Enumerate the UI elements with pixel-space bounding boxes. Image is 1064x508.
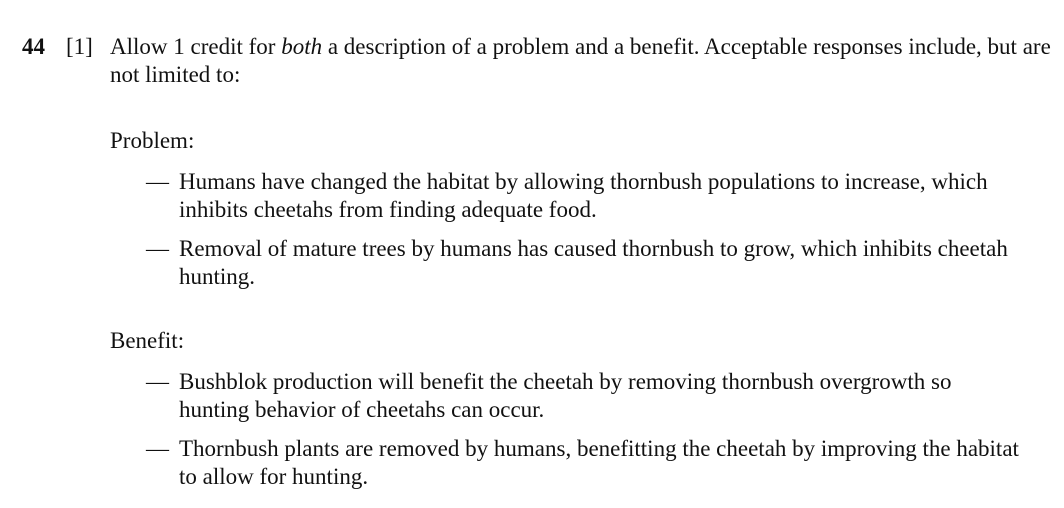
response-text: Bushblok production will benefit the cheetah by removing thornbush overgrowth so hunting behavior of cheetahs can occur. <box>179 369 952 422</box>
credit-value: [1] <box>66 34 93 59</box>
dash-bullet: — <box>146 436 169 461</box>
response-text: Thornbush plants are removed by humans, benefitting the cheetah by improving the habitat to allow for hunting. <box>179 436 1019 489</box>
instruction-text-start: Allow 1 credit for <box>110 34 282 59</box>
problem-heading: Problem: <box>110 128 195 153</box>
benefit-heading: Benefit: <box>110 328 185 353</box>
response-text: Removal of mature trees by humans has caused thornbush to grow, which inhibits cheetah hunting. <box>179 236 1008 289</box>
dash-bullet: — <box>146 169 169 194</box>
question-number: 44 <box>22 34 45 59</box>
instruction-text-end: a description of a problem and a benefit. Acceptable responses include, but are not limited to: <box>110 34 1051 87</box>
dash-bullet: — <box>146 369 169 394</box>
scoring-instruction <box>110 33 1064 89</box>
response-text: Humans have changed the habitat by allowing thornbush populations to increase, which inhibits cheetahs from finding adequate food. <box>179 169 988 222</box>
instruction-emphasis: both <box>281 34 323 59</box>
dash-bullet: — <box>146 236 169 261</box>
